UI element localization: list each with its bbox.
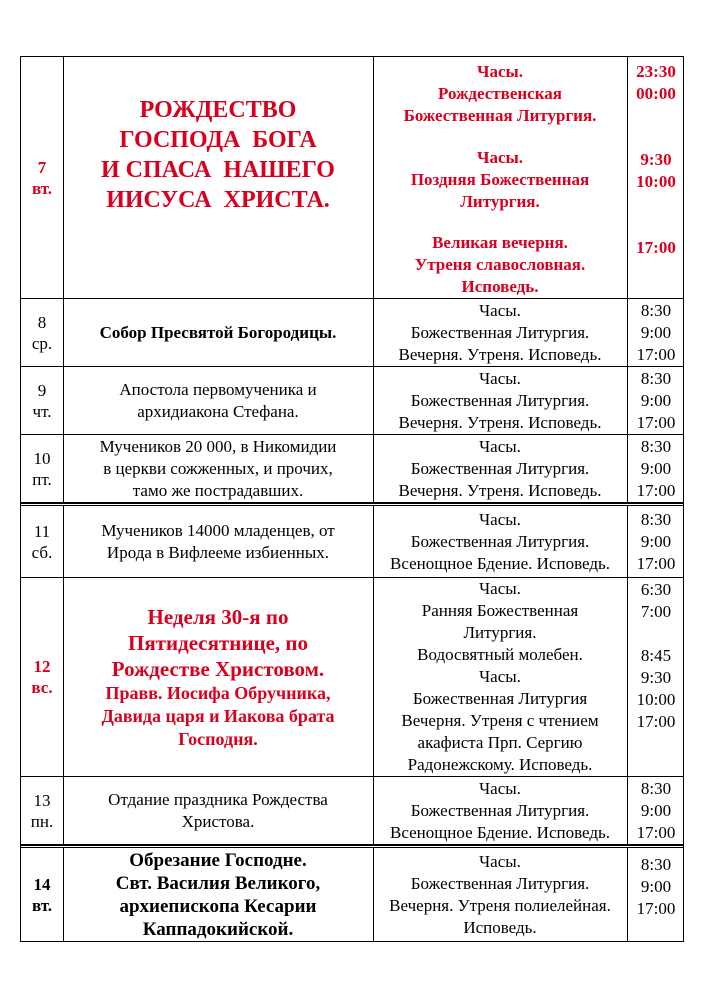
services-cell bbox=[373, 578, 627, 776]
service-line: Великая вечерня. bbox=[432, 233, 568, 252]
table-row bbox=[21, 299, 683, 367]
service-line: Радонежскому. Исповедь. bbox=[407, 755, 593, 774]
title-line: Апостола первомученика и bbox=[119, 379, 317, 399]
table-row bbox=[21, 848, 683, 941]
services-cell bbox=[373, 367, 627, 434]
title-line: Обрезание Господне. bbox=[129, 849, 307, 871]
day-number: 8 bbox=[37, 312, 47, 332]
weekday: ср. bbox=[31, 333, 53, 353]
service-line: Ранняя Божественная bbox=[421, 601, 579, 620]
services-cell bbox=[373, 57, 627, 298]
day-number: 11 bbox=[33, 521, 51, 541]
service-line: акафиста Прп. Сергию bbox=[417, 733, 583, 752]
time-value: 17:00 bbox=[636, 344, 676, 364]
times-cell bbox=[627, 57, 685, 298]
services-cell bbox=[373, 848, 627, 941]
time-value: 9:00 bbox=[640, 322, 672, 342]
feast-title bbox=[63, 506, 373, 577]
service-line: Литургия. bbox=[460, 191, 540, 211]
time-value: 8:30 bbox=[640, 509, 672, 529]
title-line: в церкви сожженных, и прочих, bbox=[103, 458, 333, 478]
feast-title bbox=[63, 777, 373, 844]
times-cell bbox=[627, 848, 685, 941]
date-cell bbox=[21, 435, 63, 502]
table-row bbox=[21, 435, 683, 503]
title-line: Собор Пресвятой Богородицы. bbox=[99, 322, 337, 342]
title-line: И СПАСА НАШЕГО bbox=[101, 157, 335, 183]
date-cell bbox=[21, 578, 63, 776]
service-line: Исповедь. bbox=[463, 917, 537, 937]
service-line: Часы. bbox=[479, 778, 521, 798]
service-line: Часы. bbox=[479, 368, 521, 388]
service-line: Водосвятный молебен. bbox=[417, 645, 583, 664]
time-value: 00:00 bbox=[636, 84, 676, 103]
weekday: чт. bbox=[32, 401, 52, 421]
table-row bbox=[21, 506, 683, 578]
service-line: Божественная Литургия bbox=[412, 689, 588, 708]
times-cell bbox=[627, 367, 685, 434]
service-line: Часы. bbox=[476, 147, 524, 167]
weekday: вт. bbox=[31, 895, 53, 915]
weekday: пн. bbox=[30, 811, 54, 831]
title-line: Христова. bbox=[181, 811, 255, 831]
title-line: архиепископа Кесарии bbox=[119, 895, 317, 917]
feast-title bbox=[63, 299, 373, 366]
feast-title bbox=[63, 578, 373, 776]
services-cell bbox=[373, 506, 627, 577]
title-line: Пятидесятнице, по bbox=[127, 630, 309, 655]
day-number: 7 bbox=[37, 157, 47, 177]
day-number: 12 bbox=[33, 657, 51, 676]
service-line: Рождественская bbox=[438, 84, 562, 103]
service-line: Божественная Литургия. bbox=[410, 322, 590, 342]
times-cell bbox=[627, 299, 685, 366]
time-value: 9:30 bbox=[640, 668, 672, 687]
service-line: Часы. bbox=[479, 851, 521, 871]
service-line: Вечерня. Утреня. Исповедь. bbox=[398, 480, 602, 500]
services-cell bbox=[373, 299, 627, 366]
service-line: Часы. bbox=[476, 62, 524, 81]
feast-title bbox=[63, 367, 373, 434]
time-value: 17:00 bbox=[636, 899, 676, 918]
service-line: Литургия. bbox=[463, 623, 537, 642]
title-line: архидиакона Стефана. bbox=[137, 401, 299, 421]
day-number: 14 bbox=[33, 874, 51, 894]
time-value: 9:00 bbox=[640, 800, 672, 820]
title-line: Свт. Василия Великого, bbox=[115, 872, 321, 894]
date-cell bbox=[21, 506, 63, 577]
service-line: Часы. bbox=[479, 300, 521, 320]
weekday: пт. bbox=[32, 469, 52, 489]
time-value: 8:30 bbox=[640, 778, 672, 798]
time-value: 8:30 bbox=[640, 855, 672, 874]
title-line: Отдание праздника Рождества bbox=[108, 789, 328, 809]
times-cell bbox=[627, 506, 685, 577]
title-line: Ирода в Вифлееме избиенных. bbox=[106, 542, 330, 562]
times-cell bbox=[627, 777, 685, 844]
time-value: 23:30 bbox=[636, 62, 676, 81]
title-line: Мучеников 20 000, в Никомидии bbox=[99, 436, 337, 456]
time-value: 9:00 bbox=[640, 877, 672, 896]
date-cell bbox=[21, 777, 63, 844]
table-row bbox=[21, 777, 683, 845]
service-line: Божественная Литургия. bbox=[410, 800, 590, 820]
feast-title bbox=[63, 435, 373, 502]
feast-title bbox=[63, 848, 373, 941]
service-line: Вечерня. Утреня полиелейная. bbox=[389, 895, 611, 915]
times-cell bbox=[627, 435, 685, 502]
table-row bbox=[21, 57, 683, 299]
table-row bbox=[21, 578, 683, 777]
service-line: Божественная Литургия. bbox=[410, 458, 590, 478]
weekday: вс. bbox=[31, 678, 53, 697]
day-number: 13 bbox=[33, 790, 51, 810]
time-value: 17:00 bbox=[636, 712, 676, 731]
time-value: 17:00 bbox=[636, 238, 676, 257]
service-line: Часы. bbox=[479, 436, 521, 456]
title-line: Неделя 30-я по bbox=[147, 604, 289, 629]
time-value: 9:00 bbox=[640, 458, 672, 478]
time-value: 8:30 bbox=[640, 368, 672, 388]
feast-title bbox=[63, 57, 373, 298]
day-number: 9 bbox=[37, 380, 47, 400]
service-line: Божественная Литургия. bbox=[410, 531, 590, 551]
date-cell bbox=[21, 57, 63, 298]
table-row bbox=[21, 367, 683, 435]
time-value: 17:00 bbox=[636, 553, 676, 573]
services-cell bbox=[373, 435, 627, 502]
time-value: 9:00 bbox=[640, 390, 672, 410]
time-value: 8:45 bbox=[640, 646, 672, 665]
date-cell bbox=[21, 848, 63, 941]
service-line: Всенощное Бдение. Исповедь. bbox=[389, 822, 611, 842]
times-cell bbox=[627, 578, 685, 776]
service-line: Божественная Литургия. bbox=[410, 390, 590, 410]
service-line: Вечерня. Утреня. Исповедь. bbox=[398, 412, 602, 432]
title-line: тамо же пострадавших. bbox=[132, 480, 304, 500]
service-line: Исповедь. bbox=[461, 277, 539, 296]
service-line: Всенощное Бдение. Исповедь. bbox=[389, 553, 611, 573]
date-cell bbox=[21, 367, 63, 434]
title-line: РОЖДЕСТВО bbox=[139, 97, 297, 123]
time-value: 17:00 bbox=[636, 480, 676, 500]
title-line: Господня. bbox=[178, 728, 258, 749]
time-value: 6:30 bbox=[640, 580, 672, 599]
title-line: Каппадокийской. bbox=[142, 918, 294, 940]
time-value: 7:00 bbox=[640, 602, 672, 621]
title-line: ГОСПОДА БОГА bbox=[119, 127, 317, 153]
day-number: 10 bbox=[33, 448, 51, 468]
title-line: Мучеников 14000 младенцев, от bbox=[101, 520, 335, 540]
title-line: Рождестве Христовом. bbox=[111, 656, 325, 681]
time-value: 8:30 bbox=[640, 436, 672, 456]
time-value: 8:30 bbox=[640, 300, 672, 320]
service-line: Часы. bbox=[479, 509, 521, 529]
service-line: Поздняя Божественная bbox=[410, 169, 590, 189]
weekday: сб. bbox=[31, 542, 53, 562]
service-line: Вечерня. Утреня. Исповедь. bbox=[398, 344, 602, 364]
date-cell bbox=[21, 299, 63, 366]
title-line: Давида царя и Иакова брата bbox=[101, 705, 335, 726]
services-cell bbox=[373, 777, 627, 844]
time-value: 10:00 bbox=[636, 172, 676, 191]
service-line: Часы. bbox=[479, 667, 521, 686]
service-line: Божественная Литургия. bbox=[410, 873, 590, 893]
time-value: 10:00 bbox=[636, 690, 676, 709]
service-line: Утреня славословная. bbox=[414, 255, 586, 274]
title-line: ИИСУСА ХРИСТА. bbox=[106, 187, 330, 213]
time-value: 17:00 bbox=[636, 822, 676, 842]
time-value: 9:30 bbox=[640, 150, 672, 169]
service-line: Вечерня. Утреня с чтением bbox=[401, 711, 599, 730]
weekday: вт. bbox=[31, 178, 53, 198]
service-line: Часы. bbox=[479, 579, 521, 598]
schedule-table bbox=[20, 56, 684, 942]
time-value: 9:00 bbox=[640, 531, 672, 551]
title-line: Правв. Иосифа Обручника, bbox=[105, 682, 331, 703]
time-value: 17:00 bbox=[636, 412, 676, 432]
service-line: Божественная Литургия. bbox=[403, 106, 597, 125]
